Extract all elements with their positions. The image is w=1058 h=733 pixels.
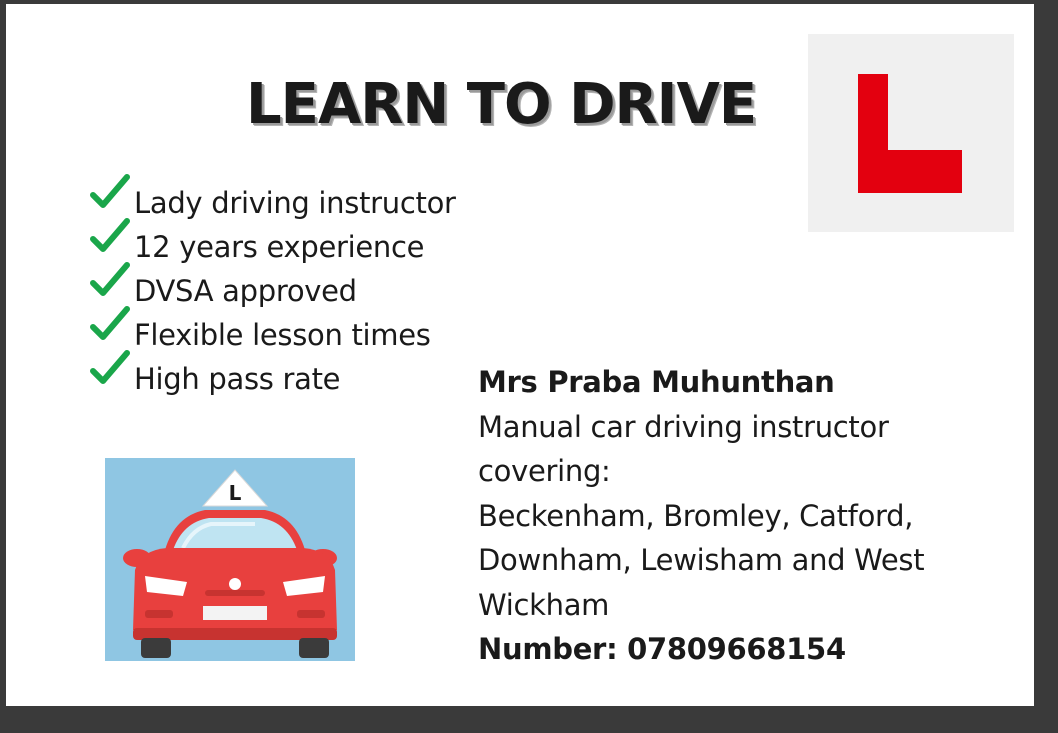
feature-label: 12 years experience (134, 230, 425, 264)
check-icon (90, 174, 130, 212)
areas-line: Wickham (478, 587, 610, 622)
covering-label: covering: (478, 454, 611, 488)
check-icon (90, 350, 130, 388)
feature-label: Flexible lesson times (134, 318, 431, 352)
areas-line: Beckenham, Bromley, Catford, (478, 498, 914, 533)
car-icon (105, 458, 355, 661)
l-plate-icon (808, 34, 1014, 232)
instructor-name: Mrs Praba Muhunthan (478, 365, 835, 399)
areas-line: Downham, Lewisham and West (478, 543, 925, 577)
car-illustration (105, 458, 355, 661)
check-icon (90, 262, 130, 300)
flyer-title: LEARN TO DRIVE (246, 72, 757, 137)
phone-number: Number: 07809668154 (478, 632, 846, 666)
check-icon (90, 218, 130, 256)
instructor-role: Manual car driving instructor (478, 409, 889, 444)
roof-sign-letter: L (228, 481, 242, 505)
feature-label: Lady driving instructor (134, 186, 456, 220)
check-icon (90, 306, 130, 344)
flyer-card (6, 4, 1034, 706)
feature-label: DVSA approved (134, 274, 357, 308)
instructor-info (478, 360, 1018, 672)
feature-label: High pass rate (134, 362, 341, 396)
